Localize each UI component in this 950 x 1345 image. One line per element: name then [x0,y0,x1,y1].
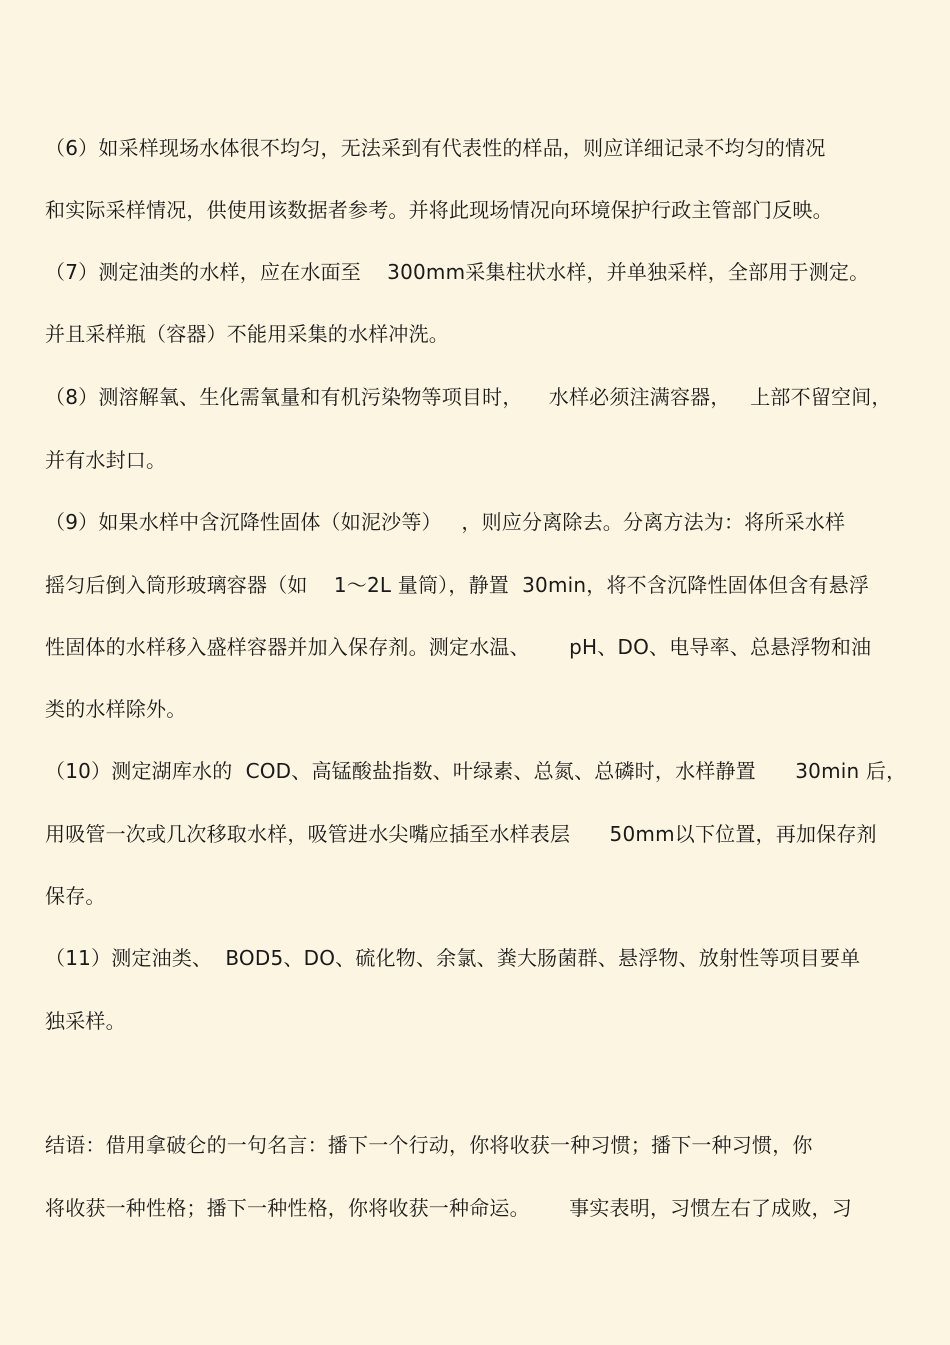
paragraph-line: 并且采样瓶（容器）不能用采集的水样冲洗。 [45,322,449,346]
paragraph-line: 独采样。 [45,1009,126,1033]
paragraph-line: （9）如果水样中含沉降性固体（如泥沙等） ，则应分离除去。分离方法为：将所采水样 [45,510,846,534]
paragraph-line: 将收获一种性格；播下一种性格，你将收获一种命运。 事实表明，习惯左右了成败，习 [45,1196,852,1220]
paragraph-line: 摇匀后倒入筒形玻璃容器（如 1～2L 量筒），静置 30min，将不含沉降性固体但含有悬浮 [45,573,870,597]
paragraph-line: （11）测定油类、 BOD5、DO、硫化物、余氯、粪大肠菌群、悬浮物、放射性等项目要单 [45,946,861,970]
paragraph-line: 类的水样除外。 [45,697,187,721]
paragraph-line: 保存。 [45,884,106,908]
paragraph-line: （6）如采样现场水体很不均匀，无法采到有代表性的样品，则应详细记录不均匀的情况 [45,136,826,160]
paragraph-line: 用吸管一次或几次移取水样，吸管进水尖嘴应插至水样表层 50mm以下位置，再加保存剂 [45,822,877,846]
paragraph-line: （10）测定湖库水的 COD、高锰酸盐指数、叶绿素、总氮、总磷时，水样静置 30min 后， [45,759,907,783]
paragraph-line: 和实际采样情况，供使用该数据者参考。并将此现场情况向环境保护行政主管部门反映。 [45,198,833,222]
paragraph-line: （8）测溶解氧、生化需氧量和有机污染物等项目时， 水样必须注满容器， 上部不留空间， [45,385,892,409]
paragraph-line: （7）测定油类的水样，应在水面至 300mm采集柱状水样，并单独采样，全部用于测定。 [45,260,870,284]
paragraph-line: 并有水封口。 [45,448,167,472]
paragraph-line: 性固体的水样移入盛样容器并加入保存剂。测定水温、 pH、DO、电导率、总悬浮物和油 [45,635,872,659]
paragraph-line: 结语：借用拿破仑的一句名言：播下一个行动，你将收获一种习惯；播下一种习惯，你 [45,1133,813,1157]
